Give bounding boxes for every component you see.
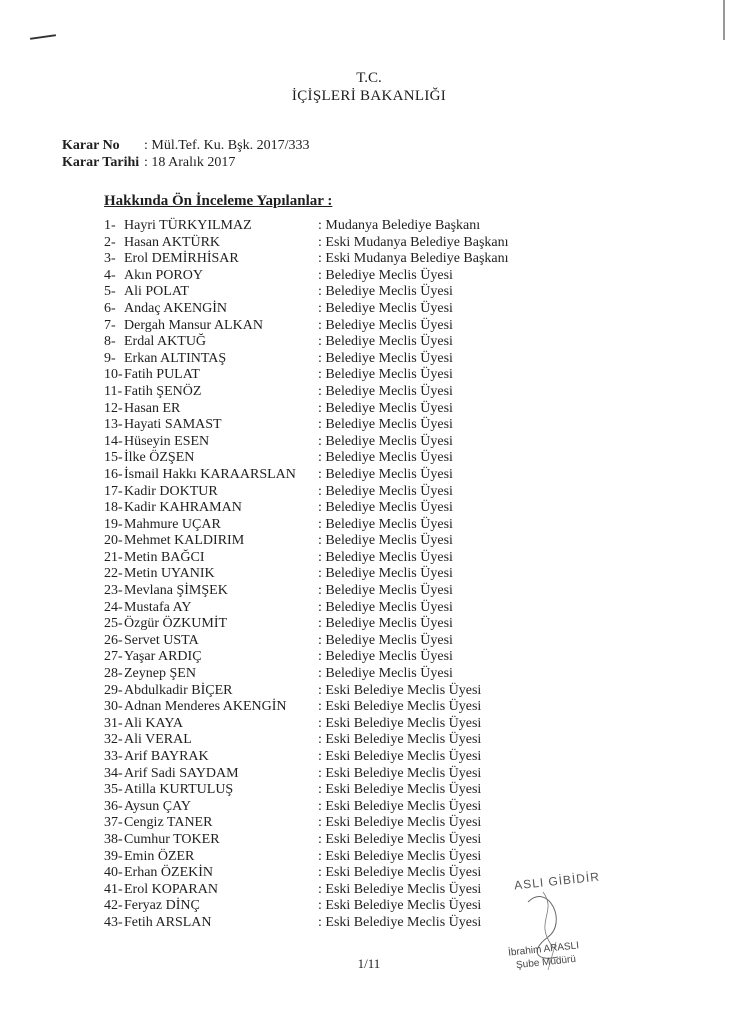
person-name: Kadir DOKTUR bbox=[124, 483, 218, 499]
list-item bbox=[104, 284, 524, 301]
person-role: : Eski Belediye Meclis Üyesi bbox=[318, 782, 482, 798]
person-name: Servet USTA bbox=[124, 632, 199, 648]
person-number: 15- bbox=[104, 450, 123, 466]
list-item bbox=[104, 849, 524, 866]
person-name: Andaç AKENGİN bbox=[124, 300, 228, 316]
person-name: Hasan ER bbox=[124, 400, 181, 416]
person-number: 43- bbox=[104, 914, 123, 930]
person-name: Atilla KURTULUŞ bbox=[124, 782, 234, 798]
person-role: : Belediye Meclis Üyesi bbox=[318, 616, 453, 632]
person-role: : Belediye Meclis Üyesi bbox=[318, 300, 453, 316]
list-item bbox=[104, 782, 524, 799]
person-name: Ali POLAT bbox=[124, 284, 189, 300]
list-item bbox=[104, 533, 524, 550]
decision-date-label: Karar Tarihi bbox=[62, 155, 140, 170]
scan-edge bbox=[723, 0, 725, 40]
person-name: Erol DEMİRHİSAR bbox=[124, 251, 239, 267]
person-number: 6- bbox=[104, 300, 116, 316]
person-role: : Belediye Meclis Üyesi bbox=[318, 549, 453, 565]
person-role: : Eski Belediye Meclis Üyesi bbox=[318, 848, 482, 864]
person-role: : Belediye Meclis Üyesi bbox=[318, 533, 453, 549]
list-item bbox=[104, 550, 524, 567]
list-item bbox=[104, 318, 524, 335]
person-number: 29- bbox=[104, 682, 123, 698]
list-item bbox=[104, 699, 524, 716]
person-role: : Belediye Meclis Üyesi bbox=[318, 516, 453, 532]
person-role: : Belediye Meclis Üyesi bbox=[318, 400, 453, 416]
person-number: 10- bbox=[104, 367, 123, 383]
person-number: 27- bbox=[104, 649, 123, 665]
person-name: Arif Sadi SAYDAM bbox=[124, 765, 239, 781]
person-number: 28- bbox=[104, 666, 123, 682]
person-name: Fetih ARSLAN bbox=[124, 914, 212, 930]
person-role: : Eski Belediye Meclis Üyesi bbox=[318, 815, 482, 831]
person-number: 35- bbox=[104, 782, 123, 798]
person-name: Adnan Menderes AKENGİN bbox=[124, 699, 287, 715]
list-item bbox=[104, 815, 524, 832]
person-role: : Belediye Meclis Üyesi bbox=[318, 433, 453, 449]
person-role: : Belediye Meclis Üyesi bbox=[318, 417, 453, 433]
person-number: 36- bbox=[104, 798, 123, 814]
list-item bbox=[104, 749, 524, 766]
person-role: : Belediye Meclis Üyesi bbox=[318, 450, 453, 466]
person-role: : Belediye Meclis Üyesi bbox=[318, 383, 453, 399]
list-item bbox=[104, 633, 524, 650]
person-name: Emin ÖZER bbox=[124, 848, 195, 864]
person-number: 26- bbox=[104, 632, 123, 648]
list-item bbox=[104, 434, 524, 451]
header-ministry: İÇİŞLERİ BAKANLIĞI bbox=[291, 88, 447, 104]
person-role: : Belediye Meclis Üyesi bbox=[318, 599, 453, 615]
person-number: 20- bbox=[104, 533, 123, 549]
person-number: 4- bbox=[104, 267, 116, 283]
person-number: 41- bbox=[104, 881, 123, 897]
decision-number-label: Karar No bbox=[62, 138, 120, 153]
person-name: Mahmure UÇAR bbox=[124, 516, 221, 532]
person-name: İsmail Hakkı KARAARSLAN bbox=[124, 466, 296, 482]
person-number: 40- bbox=[104, 865, 123, 881]
list-item bbox=[104, 583, 524, 600]
person-role: : Eski Belediye Meclis Üyesi bbox=[318, 682, 482, 698]
person-number: 39- bbox=[104, 848, 123, 864]
list-item bbox=[104, 500, 524, 517]
list-item bbox=[104, 235, 524, 252]
person-role: : Eski Mudanya Belediye Başkanı bbox=[318, 234, 509, 250]
person-number: 37- bbox=[104, 815, 123, 831]
person-role: : Belediye Meclis Üyesi bbox=[318, 649, 453, 665]
person-number: 3- bbox=[104, 251, 116, 267]
person-name: Cumhur TOKER bbox=[124, 831, 220, 847]
person-role: : Eski Belediye Meclis Üyesi bbox=[318, 798, 482, 814]
person-name: Ali KAYA bbox=[124, 715, 183, 731]
person-name: Mevlana ŞİMŞEK bbox=[124, 583, 228, 599]
person-role: : Belediye Meclis Üyesi bbox=[318, 566, 453, 582]
person-number: 9- bbox=[104, 350, 116, 366]
list-item bbox=[104, 683, 524, 700]
stamp-signer-title: Şube Müdürü bbox=[515, 953, 577, 972]
person-number: 33- bbox=[104, 749, 123, 764]
person-role: : Eski Mudanya Belediye Başkanı bbox=[318, 251, 509, 267]
person-name: Yaşar ARDIÇ bbox=[124, 649, 202, 665]
person-role: : Eski Belediye Meclis Üyesi bbox=[318, 898, 482, 914]
person-role: : Eski Belediye Meclis Üyesi bbox=[318, 715, 482, 731]
person-number: 22- bbox=[104, 566, 123, 582]
list-item bbox=[104, 716, 524, 733]
person-number: 17- bbox=[104, 483, 123, 499]
list-item bbox=[104, 898, 524, 915]
decision-number-value: : Mül.Tef. Ku. Bşk. 2017/333 bbox=[144, 138, 310, 153]
person-name: Erol KOPARAN bbox=[124, 881, 218, 897]
list-item bbox=[104, 882, 524, 899]
list-item bbox=[104, 417, 524, 434]
person-name: Zeynep ŞEN bbox=[124, 666, 196, 682]
list-item bbox=[104, 832, 524, 849]
list-item bbox=[104, 865, 524, 882]
person-role: : Belediye Meclis Üyesi bbox=[318, 500, 453, 516]
person-number: 1- bbox=[104, 218, 116, 233]
person-role: : Eski Belediye Meclis Üyesi bbox=[318, 749, 482, 764]
person-name: Akın POROY bbox=[124, 267, 203, 283]
person-name: İlke ÖZŞEN bbox=[124, 450, 195, 466]
person-role: : Eski Belediye Meclis Üyesi bbox=[318, 732, 482, 748]
person-name: Hüseyin ESEN bbox=[124, 433, 210, 449]
list-item bbox=[104, 616, 524, 633]
person-number: 25- bbox=[104, 616, 123, 632]
list-item bbox=[104, 450, 524, 467]
person-number: 23- bbox=[104, 583, 123, 599]
list-item bbox=[104, 566, 524, 583]
list-item bbox=[104, 484, 524, 501]
person-number: 18- bbox=[104, 500, 123, 516]
person-number: 21- bbox=[104, 549, 123, 565]
person-name: Aysun ÇAY bbox=[124, 798, 192, 814]
list-item bbox=[104, 384, 524, 401]
person-number: 5- bbox=[104, 284, 116, 300]
person-role: : Eski Belediye Meclis Üyesi bbox=[318, 865, 482, 881]
person-number: 16- bbox=[104, 466, 123, 482]
person-name: Kadir KAHRAMAN bbox=[124, 500, 242, 516]
person-name: Özgür ÖZKUMİT bbox=[124, 616, 228, 632]
person-name: Hasan AKTÜRK bbox=[124, 234, 221, 250]
person-name: Metin BAĞCI bbox=[124, 549, 205, 565]
list-heading: Hakkında Ön İnceleme Yapılanlar : bbox=[104, 193, 333, 209]
person-number: 38- bbox=[104, 831, 123, 847]
person-number: 34- bbox=[104, 765, 123, 781]
stamp-signer-name: İbrahim ARASLI bbox=[507, 940, 580, 959]
pen-mark bbox=[30, 34, 56, 40]
page-number: 1/11 bbox=[357, 956, 381, 971]
person-role: : Eski Belediye Meclis Üyesi bbox=[318, 831, 482, 847]
person-number: 32- bbox=[104, 732, 123, 748]
person-number: 31- bbox=[104, 715, 123, 731]
person-name: Dergah Mansur ALKAN bbox=[124, 317, 263, 333]
person-name: Arif BAYRAK bbox=[124, 749, 209, 764]
person-name: Erhan ÖZEKİN bbox=[124, 865, 214, 881]
person-number: 7- bbox=[104, 317, 116, 333]
person-number: 14- bbox=[104, 433, 123, 449]
list-item bbox=[104, 301, 524, 318]
person-number: 11- bbox=[104, 383, 123, 399]
person-role: : Belediye Meclis Üyesi bbox=[318, 483, 453, 499]
person-role: : Belediye Meclis Üyesi bbox=[318, 583, 453, 599]
list-item bbox=[104, 732, 524, 749]
list-item bbox=[104, 351, 524, 368]
person-name: Cengiz TANER bbox=[124, 815, 213, 831]
person-name: Fatih PULAT bbox=[124, 367, 200, 383]
person-name: Mustafa AY bbox=[124, 599, 192, 615]
people-list bbox=[104, 218, 524, 932]
person-name: Hayati SAMAST bbox=[124, 417, 222, 433]
person-name: Abdulkadir BİÇER bbox=[124, 682, 233, 698]
list-item bbox=[104, 334, 524, 351]
list-item bbox=[104, 218, 524, 235]
person-number: 12- bbox=[104, 400, 123, 416]
person-name: Erdal AKTUĞ bbox=[124, 334, 207, 350]
person-role: : Belediye Meclis Üyesi bbox=[318, 267, 453, 283]
person-role: : Belediye Meclis Üyesi bbox=[318, 317, 453, 333]
person-name: Ali VERAL bbox=[124, 732, 192, 748]
person-name: Erkan ALTINTAŞ bbox=[124, 350, 227, 366]
person-role: : Belediye Meclis Üyesi bbox=[318, 334, 453, 350]
person-name: Hayri TÜRKYILMAZ bbox=[124, 218, 252, 233]
person-name: Fatih ŞENÖZ bbox=[124, 383, 202, 399]
person-role: : Eski Belediye Meclis Üyesi bbox=[318, 881, 482, 897]
list-item bbox=[104, 666, 524, 683]
person-number: 24- bbox=[104, 599, 123, 615]
list-item bbox=[104, 401, 524, 418]
person-number: 13- bbox=[104, 417, 123, 433]
person-number: 8- bbox=[104, 334, 116, 350]
list-item bbox=[104, 251, 524, 268]
decision-date-line bbox=[62, 154, 235, 172]
person-role: : Mudanya Belediye Başkanı bbox=[318, 218, 481, 233]
person-role: : Belediye Meclis Üyesi bbox=[318, 466, 453, 482]
list-item bbox=[104, 268, 524, 285]
person-role: : Belediye Meclis Üyesi bbox=[318, 632, 453, 648]
list-item bbox=[104, 766, 524, 783]
list-item bbox=[104, 649, 524, 666]
list-item bbox=[104, 367, 524, 384]
list-item bbox=[104, 467, 524, 484]
list-item bbox=[104, 915, 524, 932]
decision-date-value: : 18 Aralık 2017 bbox=[144, 155, 236, 170]
person-number: 42- bbox=[104, 898, 123, 914]
person-role: : Eski Belediye Meclis Üyesi bbox=[318, 914, 482, 930]
stamp-top-text: ASLI GİBİDİR bbox=[513, 869, 601, 893]
person-role: : Belediye Meclis Üyesi bbox=[318, 284, 453, 300]
person-role: : Belediye Meclis Üyesi bbox=[318, 367, 453, 383]
decision-number-line bbox=[62, 137, 309, 155]
person-role: : Belediye Meclis Üyesi bbox=[318, 666, 453, 682]
person-name: Mehmet KALDIRIM bbox=[124, 533, 245, 549]
person-name: Metin UYANIK bbox=[124, 566, 215, 582]
list-item bbox=[104, 517, 524, 534]
person-number: 30- bbox=[104, 699, 123, 715]
list-item bbox=[104, 799, 524, 816]
person-role: : Belediye Meclis Üyesi bbox=[318, 350, 453, 366]
person-role: : Eski Belediye Meclis Üyesi bbox=[318, 699, 482, 715]
list-item bbox=[104, 600, 524, 617]
header-tc: T.C. bbox=[356, 70, 382, 86]
person-number: 2- bbox=[104, 234, 116, 250]
person-name: Feryaz DİNÇ bbox=[124, 898, 200, 914]
person-role: : Eski Belediye Meclis Üyesi bbox=[318, 765, 482, 781]
person-number: 19- bbox=[104, 516, 123, 532]
